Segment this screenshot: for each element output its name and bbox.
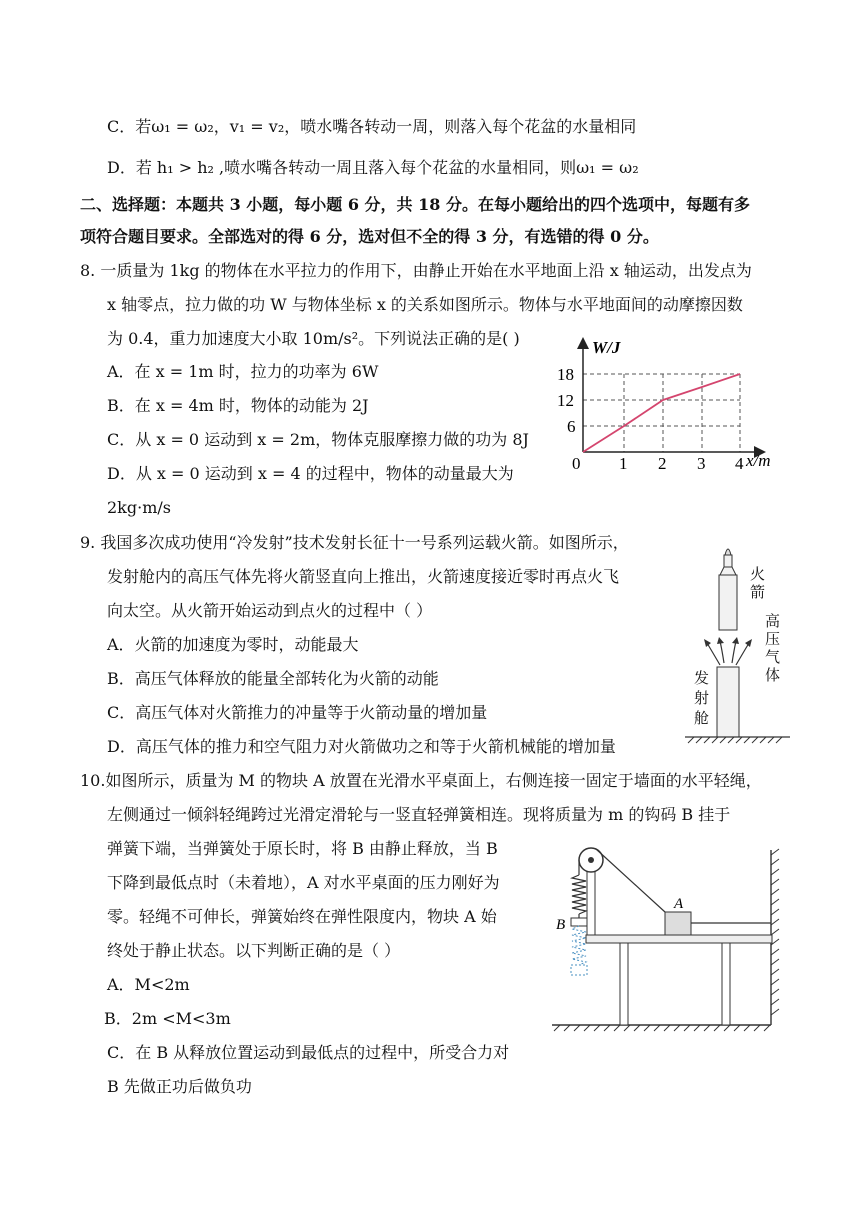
q9-option-d: D．高压气体的推力和空气阻力对火箭做功之和等于火箭机械能的增加量: [107, 737, 616, 756]
q8-work-graph: [545, 330, 795, 480]
origin-label: 0: [572, 454, 581, 473]
q10-pulley-figure: [550, 845, 785, 1035]
label-launch-cabin: 发射舱: [694, 669, 710, 727]
q8-option-d-line-2: 2kg·m/s: [107, 498, 171, 517]
x-axis-label: x/m: [746, 451, 771, 470]
q8-stem-line-2: x 轴零点，拉力做的功 W 与物体坐标 x 的关系如图所示。物体与水平地面间的动摩擦因数: [107, 295, 743, 314]
spring-icon: [572, 875, 586, 914]
gas-arrows: [707, 641, 749, 665]
section-heading-line-1: 二、选择题：本题共 3 小题，每小题 6 分，共 18 分。在每小题给出的四个选项中，每题有多: [80, 195, 750, 214]
inclined-rope: [596, 849, 665, 912]
q10-option-b: B．2m <M<3m: [104, 1009, 231, 1028]
launch-cabin: [717, 667, 739, 737]
q10-option-c-line-1: C．在 B 从释放位置运动到最低点的过程中，所受合力对: [107, 1043, 510, 1062]
grid-lines: [583, 374, 740, 452]
q10-option-a: A．M<2m: [107, 975, 190, 994]
hook-b: [571, 918, 587, 926]
x-tick-1: 1: [619, 454, 628, 473]
q9-stem-line-2: 发射舱内的高压气体先将火箭竖直向上推出，火箭速度接近零时再点火飞: [107, 567, 620, 586]
q7-option-c: C．若ω₁ = ω₂，v₁ = v₂，喷水嘴各转动一周，则落入每个花盆的水量相同: [107, 117, 637, 136]
x-tick-2: 2: [658, 454, 667, 473]
table-top: [586, 935, 772, 943]
block-a: [665, 912, 691, 935]
rocket-icon: [719, 549, 737, 630]
q10-option-c-line-2: B 先做正功后做负功: [107, 1077, 252, 1096]
label-b: B: [556, 917, 566, 933]
x-tick-3: 3: [697, 454, 706, 473]
label-high-pressure-gas: 高压气体: [765, 612, 781, 684]
q9-option-c: C．高压气体对火箭推力的冲量等于火箭动量的增加量: [107, 703, 488, 722]
q10-stem-line-3: 弹簧下端，当弹簧处于原长时，将 B 由静止释放，当 B: [107, 839, 498, 858]
y-tick-18: 18: [557, 365, 574, 384]
q8-stem-line-3: 为 0.4，重力加速度大小取 10m/s²。下列说法正确的是( ): [107, 329, 520, 348]
q10-stem-line-5: 零。轻绳不可伸长，弹簧始终在弹性限度内，物块 A 始: [107, 907, 497, 926]
hook-b-lowest: [571, 965, 587, 975]
q9-stem-line-3: 向太空。从火箭开始运动到点火的过程中（ ）: [107, 601, 433, 620]
label-rocket: 火箭: [750, 565, 766, 601]
q8-option-c: C．从 x = 0 运动到 x = 2m，物体克服摩擦力做的功为 8J: [107, 430, 529, 449]
stretched-spring: [572, 926, 586, 965]
section-heading-line-2: 项符合题目要求。全部选对的得 6 分，选对但不全的得 3 分，有选错的得 0 分。: [80, 227, 659, 246]
q8-stem-line-1: 8. 一质量为 1kg 的物体在水平拉力的作用下，由静止开始在水平地面上沿 x 轴运动，出发点为: [80, 261, 752, 280]
x-tick-4: 4: [735, 454, 744, 473]
work-curve: [583, 374, 740, 452]
q9-option-a: A．火箭的加速度为零时，动能最大: [107, 635, 359, 654]
q8-option-a: A．在 x = 1m 时，拉力的功率为 6W: [107, 362, 379, 381]
q8-option-b: B．在 x = 4m 时，物体的动能为 2J: [107, 396, 369, 415]
q7-option-d: D．若 h₁ > h₂ ,喷水嘴各转动一周且落入每个花盆的水量相同，则ω₁ = ω₂: [107, 158, 639, 177]
wall-hatch: [771, 849, 779, 1015]
q10-stem-line-2: 左侧通过一倾斜轻绳跨过光滑定滑轮与一竖直轻弹簧相连。现将质量为 m 的钩码 B 挂于: [107, 805, 731, 824]
q8-option-d-line-1: D．从 x = 0 运动到 x = 4 的过程中，物体的动量最大为: [107, 464, 514, 483]
y-axis-label: W/J: [592, 338, 621, 357]
y-tick-12: 12: [557, 391, 574, 410]
q10-stem-line-1: 10.如图所示，质量为 M 的物块 A 放置在光滑水平桌面上，右侧连接一固定于墙面的水平轻绳，: [80, 771, 762, 790]
label-a: A: [674, 896, 684, 912]
q9-option-b: B．高压气体释放的能量全部转化为火箭的动能: [107, 669, 439, 688]
q10-stem-line-4: 下降到最低点时（未着地），A 对水平桌面的压力刚好为: [107, 873, 500, 892]
q10-stem-line-6: 终处于静止状态。以下判断正确的是（ ）: [107, 941, 401, 960]
y-tick-6: 6: [567, 417, 576, 436]
q9-stem-line-1: 9. 我国多次成功使用“冷发射”技术发射长征十一号系列运载火箭。如图所示，: [80, 533, 629, 552]
